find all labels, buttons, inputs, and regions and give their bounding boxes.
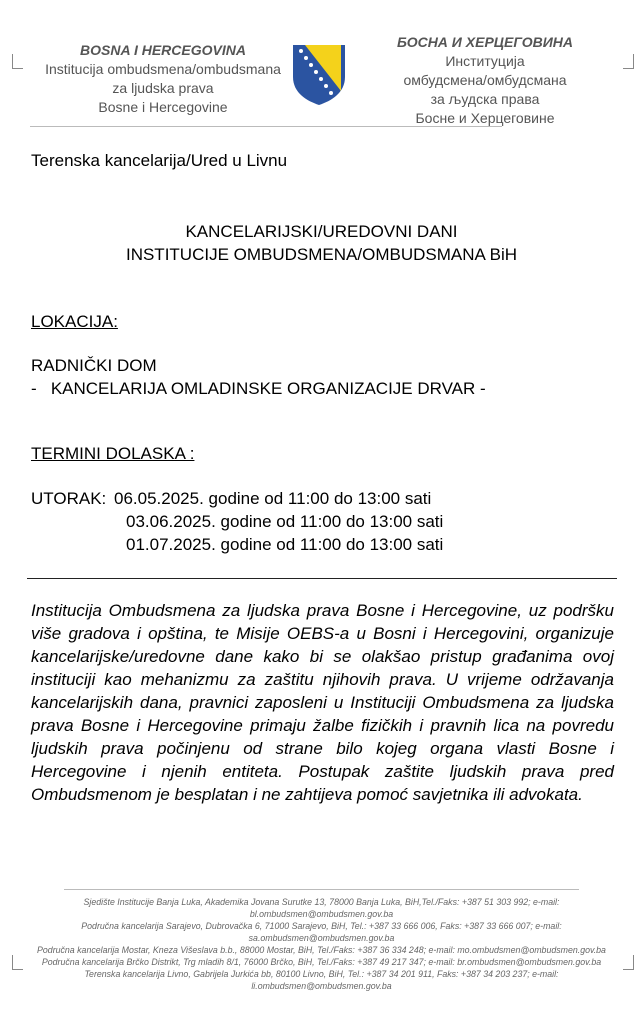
header-latin [20, 41, 306, 117]
footer-contacts [20, 896, 623, 992]
header-cyrillic-line2: омбудсмена/омбудсмана [403, 72, 567, 88]
office-name: Terenska kancelarija/Ured u Livnu [31, 151, 288, 170]
footer-line: Sjedište Institucije Banja Luka, Akademika Jovana Surutke 13, 78000 Banja Luka, BiH,Tel./Faks: +387 51 303 992; e-mail: [83, 897, 560, 907]
footer-line: Područna kancelarija Brčko Distrikt, Trg mladih 8/1, 76000 Brčko, BiH, Tel./Faks: +387 49 217 347; e-mail: br.ombudsmen@ombudsmen.gov.ba [41, 957, 602, 967]
footer-line: Područna kancelarija Mostar, Kneza Višeslava b.b., 88000 Mostar, BiH, Tel./Faks: +387 36 334 248; e-mail: mo.ombudsmen@ombudsmen.gov.ba [37, 945, 606, 955]
header-country-cyrillic: БОСНА И ХЕРЦЕГОВИНА [396, 34, 574, 50]
footer-line: Područna kancelarija Sarajevo, Dubrovačka 6, 71000 Sarajevo, BiH, Tel.: +387 33 666 006, Faks: +387 33 666 007; e-mail: [81, 921, 562, 931]
header-corner-right [623, 54, 634, 69]
footer-corner-right [623, 955, 634, 970]
footer-line: bl.ombudsmen@ombudsmen.gov.ba [249, 909, 394, 919]
title-line2: INSTITUCIJE OMBUDSMENA/OMBUDSMANA BiH [125, 245, 518, 264]
footer-line: sa.ombudsmen@ombudsmen.gov.ba [248, 933, 395, 943]
schedule-date-3: 01.07.2025. godine od 11:00 do 13:00 sati [126, 535, 444, 554]
header-institution-line3: Bosne i Hercegovine [98, 99, 228, 115]
schedule-date-2: 03.06.2025. godine od 11:00 do 13:00 sati [126, 512, 444, 531]
section-divider [27, 578, 617, 579]
header-country-latin: BOSNA I HERCEGOVINA [80, 42, 246, 58]
footer-line: li.ombudsmen@ombudsmen.gov.ba [251, 981, 392, 991]
schedule-day: UTORAK: [31, 489, 107, 508]
header-cyrillic-line1: Институција [445, 53, 525, 69]
location-place: RADNIČKI DOM [31, 356, 157, 375]
header-divider [30, 126, 502, 127]
header-cyrillic [372, 33, 598, 128]
location-detail: - KANCELARIJA OMLADINSKE ORGANIZACIJE DRVAR - [31, 379, 486, 398]
header-institution-line1: Institucija ombudsmena/ombudsmana [45, 61, 281, 77]
header-cyrillic-line4: Босне и Херцеговине [415, 110, 555, 126]
schedule-heading: TERMINI DOLASKA : [31, 444, 195, 463]
coat-of-arms-icon [291, 43, 347, 107]
header-cyrillic-line3: за људска права [430, 91, 540, 107]
document-title [0, 220, 643, 266]
location-heading: LOKACIJA: [31, 312, 118, 331]
body-paragraph: Institucija Ombudsmena za ljudska prava Bosne i Hercegovine, uz podršku više gradova i opština, te Misije OEBS-a u Bosni i Hercegovini, organizuje kancelarijske/uredovne dane kako bi se olakšao pristup građanima ovoj instituciji kao mehanizmu za zaštitu njihovih prava. U vrijeme održavanja kancelarijskih dana, pravnici zaposleni u Instituciji Ombudsmena za ljudska prava Bosne i Hercegovine primaju žalbe fizičkih i pravnih lica na povredu ljudskih prava počinjenu od strane bilo kojeg organa vlasti Bosne i Hercegovine i njenih entiteta. Postupak zaštite ljudskih prava pred Ombudsmenom je besplatan i ne zahtijeva pomoć savjetnika ili advokata. [31, 601, 614, 804]
header-institution-line2: za ljudska prava [112, 80, 214, 96]
footer-line: Terenska kancelarija Livno, Gabrijela Jurkića bb, 80100 Livno, BiH, Tel.: +387 34 201 911, Faks: +387 34 203 237; e-mail: [84, 969, 559, 979]
title-line1: KANCELARIJSKI/UREDOVNI DANI [185, 222, 458, 241]
schedule-date-1: 06.05.2025. godine od 11:00 do 13:00 sati [114, 489, 432, 508]
footer-divider [64, 889, 579, 890]
